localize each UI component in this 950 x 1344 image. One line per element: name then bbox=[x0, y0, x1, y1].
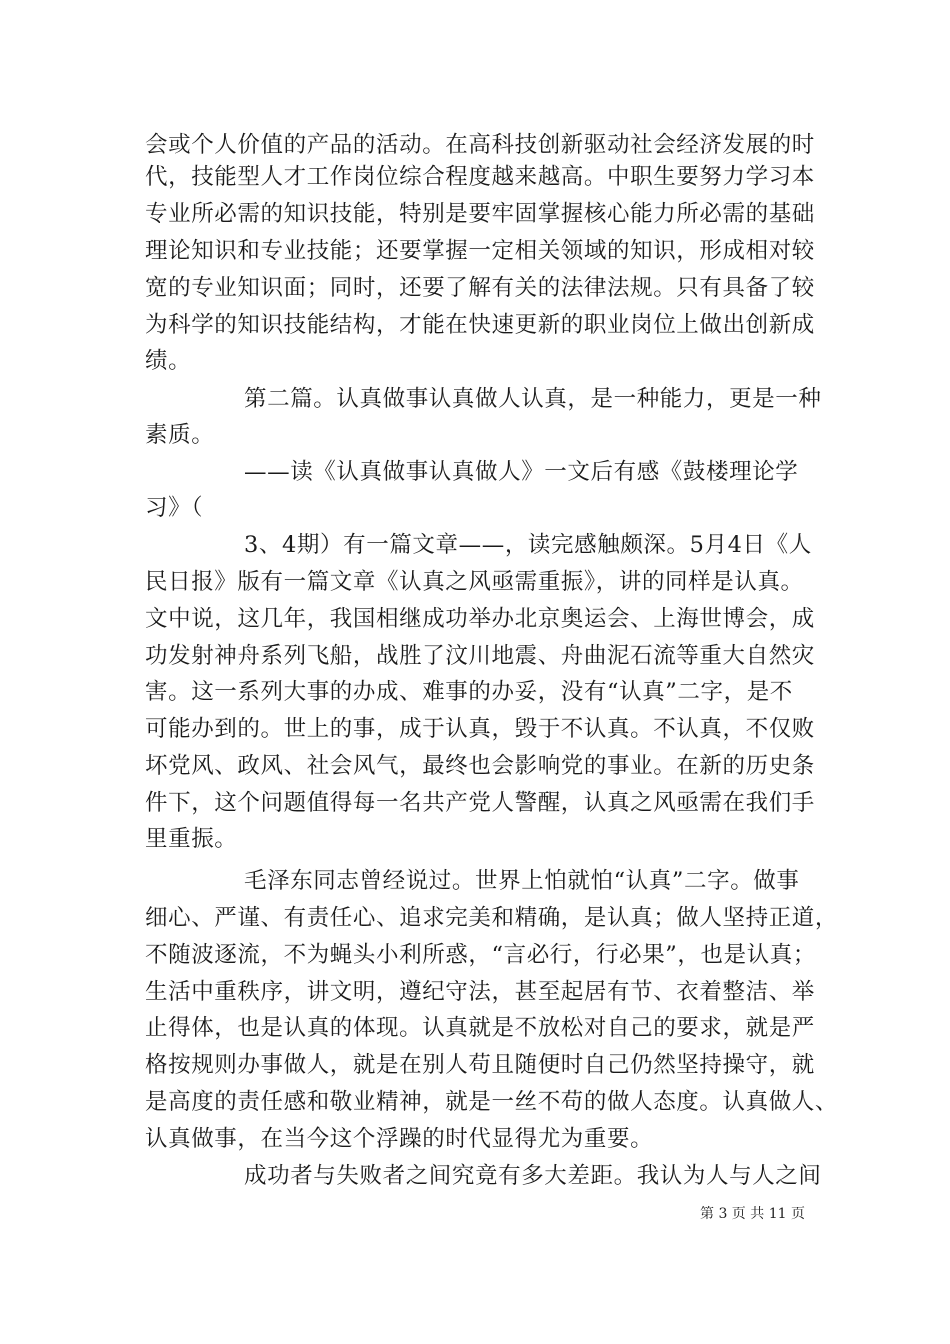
text-line: 毛泽东同志曾经说过。世界上怕就怕“认真”二字。做事 bbox=[244, 868, 800, 894]
text-line: 3、4期）有一篇文章——，读完感触颇深。5月4日《人 bbox=[244, 532, 812, 558]
text-line: 生活中重秩序，讲文明，遵纪守法，甚至起居有节、衣着整洁、举 bbox=[145, 979, 815, 1005]
text-line: 为科学的知识技能结构，才能在快速更新的职业岗位上做出创新成 bbox=[145, 312, 815, 338]
text-line: 会或个人价值的产品的活动。在高科技创新驱动社会经济发展的时 bbox=[145, 132, 815, 158]
text-line: 习》（ bbox=[145, 495, 204, 521]
text-line: 止得体，也是认真的体现。认真就是不放松对自己的要求，就是严 bbox=[145, 1015, 815, 1041]
text-line: 民日报》版有一篇文章《认真之风亟需重振》，讲的同样是认真。 bbox=[145, 569, 804, 595]
text-line: 成功者与失败者之间究竟有多大差距。我认为人与人之间 bbox=[244, 1163, 822, 1189]
text-line: 害。这一系列大事的办成、难事的办妥，没有“认真”二字，是不 bbox=[145, 679, 793, 705]
text-line: 细心、严谨、有责任心、追求完美和精确，是认真；做人坚持正道， bbox=[145, 905, 839, 931]
text-line: 坏党风、政风、社会风气，最终也会影响党的事业。在新的历史条 bbox=[145, 753, 815, 779]
text-line: 认真做事，在当今这个浮躁的时代显得尤为重要。 bbox=[145, 1126, 654, 1152]
text-line: 理论知识和专业技能；还要掌握一定相关领域的知识，形成相对较 bbox=[145, 238, 815, 264]
text-line: 绩。 bbox=[145, 348, 192, 374]
text-line: 格按规则办事做人，就是在别人苟且随便时自己仍然坚持操守，就 bbox=[145, 1052, 815, 1078]
text-line: 可能办到的。世上的事，成于认真，毁于不认真。不认真，不仅败 bbox=[145, 716, 815, 742]
text-line: 素质。 bbox=[145, 422, 215, 448]
text-line: 功发射神舟系列飞船，战胜了汶川地震、舟曲泥石流等重大自然灾 bbox=[145, 643, 815, 669]
subtitle-line: ——读《认真做事认真做人》一文后有感《鼓楼理论学 bbox=[244, 459, 799, 485]
section-heading: 第二篇。认真做事认真做人认真，是一种能力，更是一种 bbox=[244, 386, 822, 412]
text-line: 不随波逐流，不为蝇头小利所惑，“言必行，行必果”，也是认真； bbox=[145, 942, 817, 968]
text-line: 件下，这个问题值得每一名共产党人警醒，认真之风亟需在我们手 bbox=[145, 790, 815, 816]
text-line: 里重振。 bbox=[145, 826, 238, 852]
text-line: 代，技能型人才工作岗位综合程度越来越高。中职生要努力学习本 bbox=[145, 164, 815, 190]
text-line: 文中说，这几年，我国相继成功举办北京奥运会、上海世博会，成 bbox=[145, 606, 815, 632]
page-number-footer: 第 3 页 共 11 页 bbox=[700, 1206, 805, 1222]
text-line: 专业所必需的知识技能，特别是要牢固掌握核心能力所必需的基础 bbox=[145, 201, 815, 227]
text-line: 宽的专业知识面；同时，还要了解有关的法律法规。只有具备了较 bbox=[145, 275, 815, 301]
text-line: 是高度的责任感和敬业精神，就是一丝不苟的做人态度。认真做人、 bbox=[145, 1089, 839, 1115]
